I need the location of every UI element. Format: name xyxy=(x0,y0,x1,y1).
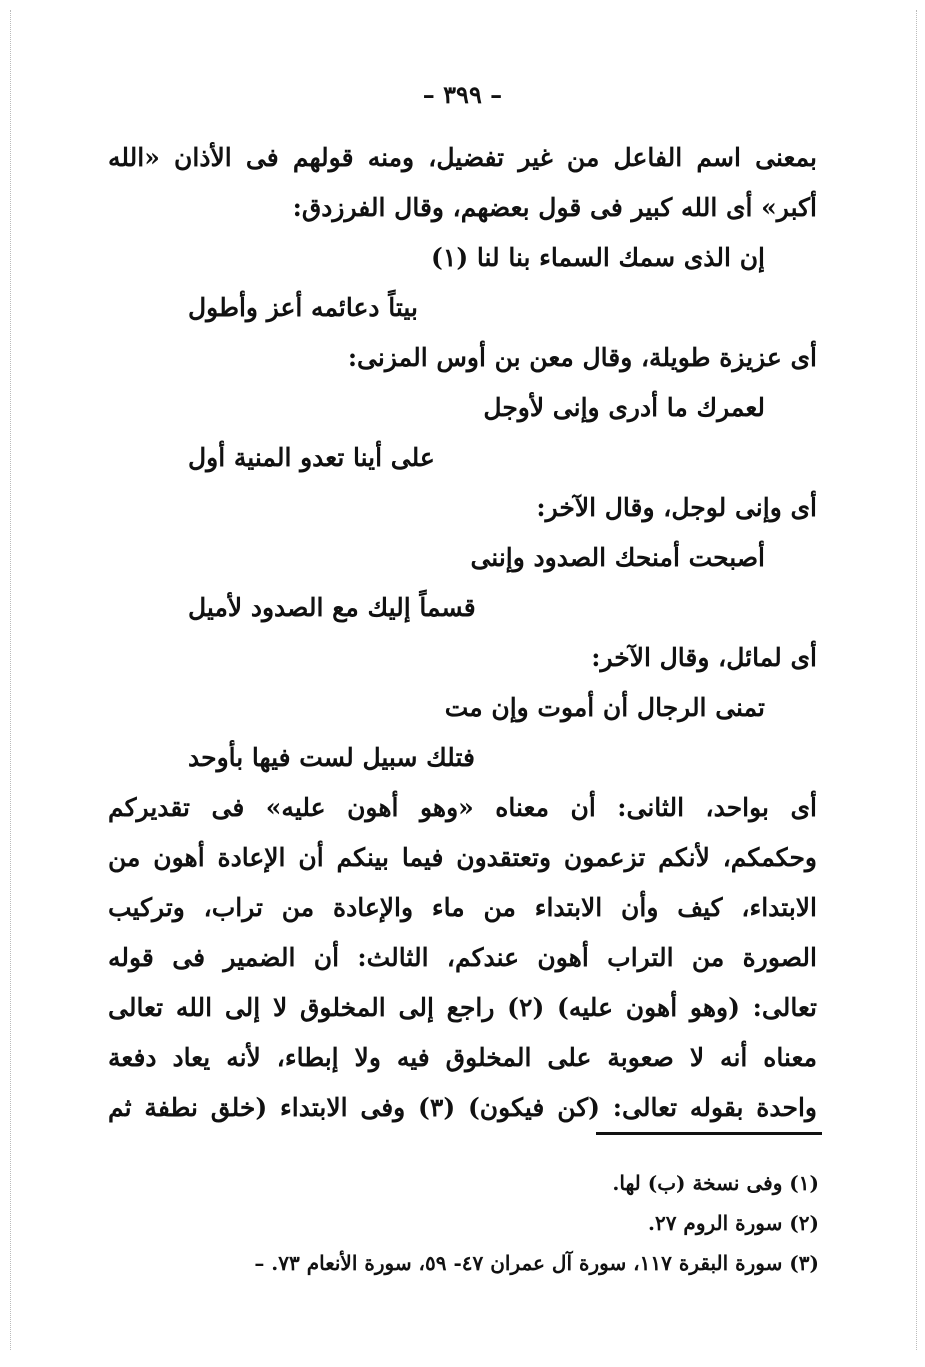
text-line: أكبر» أى الله كبير فى قول بعضهم، وقال الفرزدق: xyxy=(292,193,817,222)
text-line: وحكمكم، لأنكم تزعمون وتعتقدون فيما بينكم أن الإعادة أهون من xyxy=(108,843,817,872)
verse-second-hemistich: بيتاً دعائمه أعز وأطول xyxy=(188,293,418,322)
footnote: (١) وفى نسخة (ب) لها. xyxy=(612,1171,819,1195)
page-number: – ٣٩٩ – xyxy=(422,80,503,109)
text-line: أى عزيزة طويلة، وقال معن بن أوس المزنى: xyxy=(347,343,817,372)
verse-first-hemistich: أصبحت أمنحك الصدود وإننى xyxy=(470,543,765,572)
verse-second-hemistich: فتلك سبيل لست فيها بأوحد xyxy=(188,743,475,772)
verse-second-hemistich: قسماً إليك مع الصدود لأميل xyxy=(188,593,476,622)
text-line: أى بواحد، الثانى: أن معناه «وهو أهون عليه» فى تقديركم xyxy=(108,793,817,822)
scan-edge-left xyxy=(10,10,11,1350)
text-line: أى لمائل، وقال الآخر: xyxy=(591,643,817,672)
text-line: الصورة من التراب أهون عندكم، الثالث: أن الضمير فى قوله xyxy=(108,943,817,972)
scan-edge-right xyxy=(916,10,917,1350)
footnote-separator xyxy=(596,1132,822,1135)
text-line: الابتداء، كيف وأن الابتداء من ماء والإعادة من تراب، وتركيب xyxy=(108,893,817,922)
footnote: (٢) سورة الروم ٢٧. xyxy=(648,1211,819,1235)
text-line: تعالى: (وهو أهون عليه) (٢) راجع إلى المخلوق لا إلى الله تعالى xyxy=(108,993,817,1022)
footnote: (٣) سورة البقرة ١١٧، سورة آل عمران ٤٧- ٥٩، سورة الأنعام ٧٣. – xyxy=(254,1251,819,1275)
verse-first-hemistich: تمنى الرجال أن أموت وإن مت xyxy=(444,693,765,722)
text-line: أى وإنى لوجل، وقال الآخر: xyxy=(536,493,817,522)
verse-first-hemistich: لعمرك ما أدرى وإنى لأوجل xyxy=(483,393,765,422)
text-line: واحدة بقوله تعالى: (كن فيكون) (٣) وفى الابتداء (خلق نطفة ثم xyxy=(108,1093,817,1122)
verse-first-hemistich: إن الذى سمك السماء بنا لنا (١) xyxy=(431,243,765,272)
text-line: معناه أنه لا صعوبة على المخلوق فيه ولا إبطاء، لأنه يعاد دفعة xyxy=(108,1043,817,1072)
verse-second-hemistich: على أينا تعدو المنية أول xyxy=(188,443,435,472)
text-line: بمعنى اسم الفاعل من غير تفضيل، ومنه قولهم فى الأذان «الله xyxy=(108,143,817,172)
